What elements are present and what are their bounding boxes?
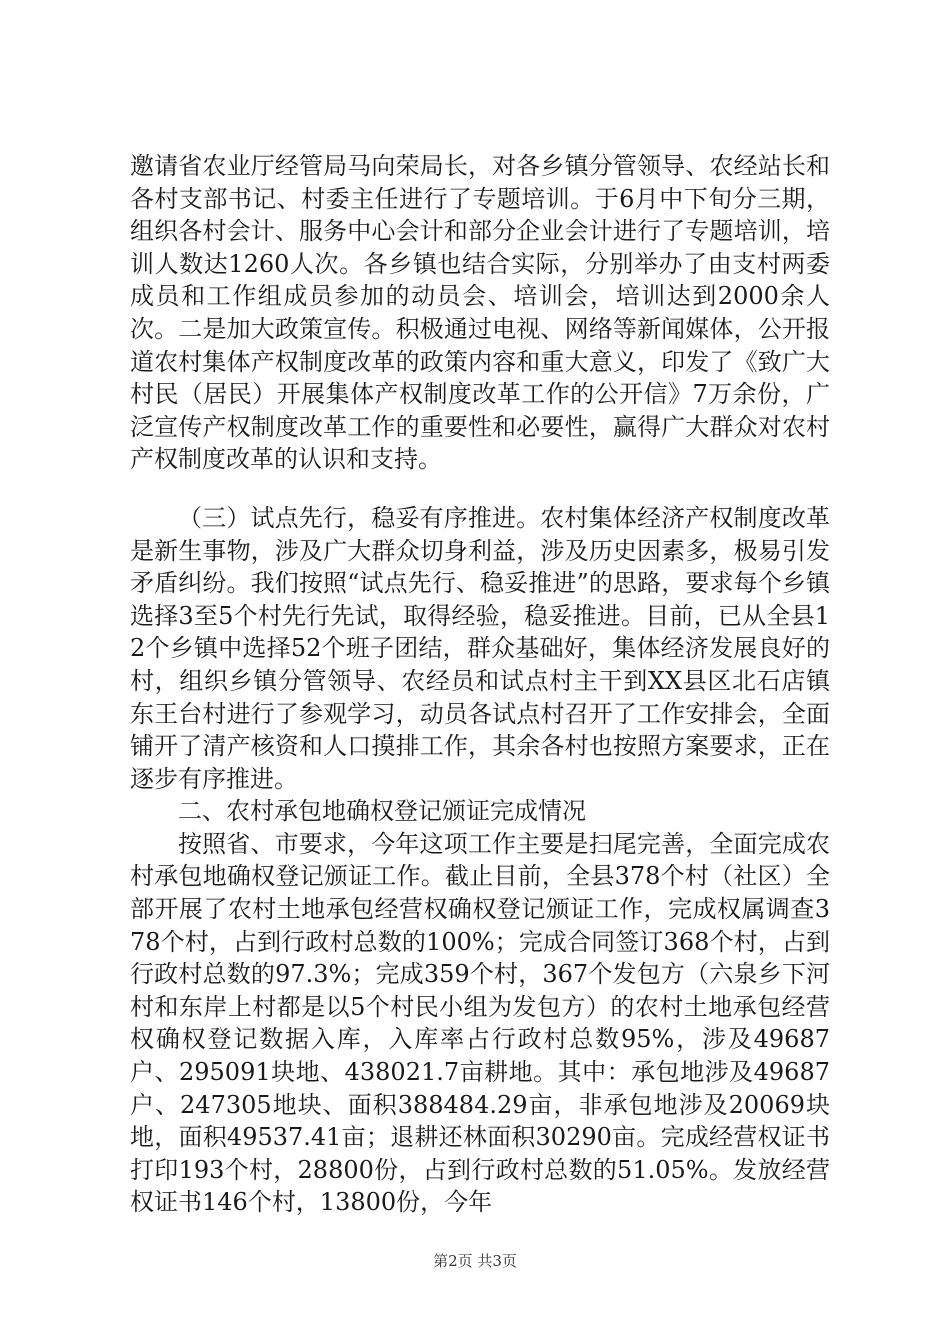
paragraph-land-rights: 按照省、市要求，今年这项工作主要是扫尾完善，全面完成农村承包地确权登记颁证工作。截止目前，全县378个村（社区）全部开展了农村土地承包经营权确权登记颁证工作，完成权属调查378个村，占到行政村总数的100%；完成合同签订368个村，占到行政村总数的97.3%；完成359个村，367个发包方（六泉乡下河村和东岸上村都是以5个村民小组为发包方）的农村土地承包经营权确权登记数据入库，入库率占行政村总数95%，涉及49687户、295091块地、438021.7亩耕地。其中：承包地涉及49687户、247305地块、面积388484.29亩，非承包地涉及20069块地，面积49537.41亩；退耕还林面积30290亩。完成经营权证书打印193个村，28800份，占到行政村总数的51.05%。发放经营权证书146个村，13800份，今年 — [130, 829, 830, 1217]
document-body — [130, 150, 830, 1219]
paragraph-training: 邀请省农业厅经管局马向荣局长，对各乡镇分管领导、农经站长和各村支部书记、村委主任进行了专题培训。于6月中下旬分三期，组织各村会计、服务中心会计和部分企业会计进行了专题培训，培训人数达1260人次。各乡镇也结合实际，分别举办了由支村两委成员和工作组成员参加的动员会、培训会，培训达到2000余人次。二是加大政策宣传。积极通过电视、网络等新闻媒体，公开报道农村集体产权制度改革的政策内容和重大意义，印发了《致广大村民（居民）开展集体产权制度改革工作的公开信》7万余份，广泛宣传产权制度改革工作的重要性和必要性，赢得广大群众对农村产权制度改革的认识和支持。 — [130, 152, 830, 474]
section-heading: 二、农村承包地确权登记颁证完成情况 — [178, 797, 586, 826]
paragraph-pilot: （三）试点先行，稳妥有序推进。农村集体经济产权制度改革是新生事物，涉及广大群众切身利益，涉及历史因素多，极易引发矛盾纠纷。我们按照“试点先行、稳妥推进”的思路，要求每个乡镇选择3至5个村先行先试，取得经验，稳妥推进。目前，已从全县12个乡镇中选择52个班子团结，群众基础好，集体经济发展良好的村，组织乡镇分管领导、农经员和试点村主干到XX县区北石店镇东王台村进行了参观学习，动员各试点村召开了工作安排会，全面铺开了清产核资和人口摸排工作，其余各村也按照方案要求，正在逐步有序推进。 — [130, 503, 830, 793]
page-footer: 第2页 共3页 — [433, 1252, 517, 1270]
